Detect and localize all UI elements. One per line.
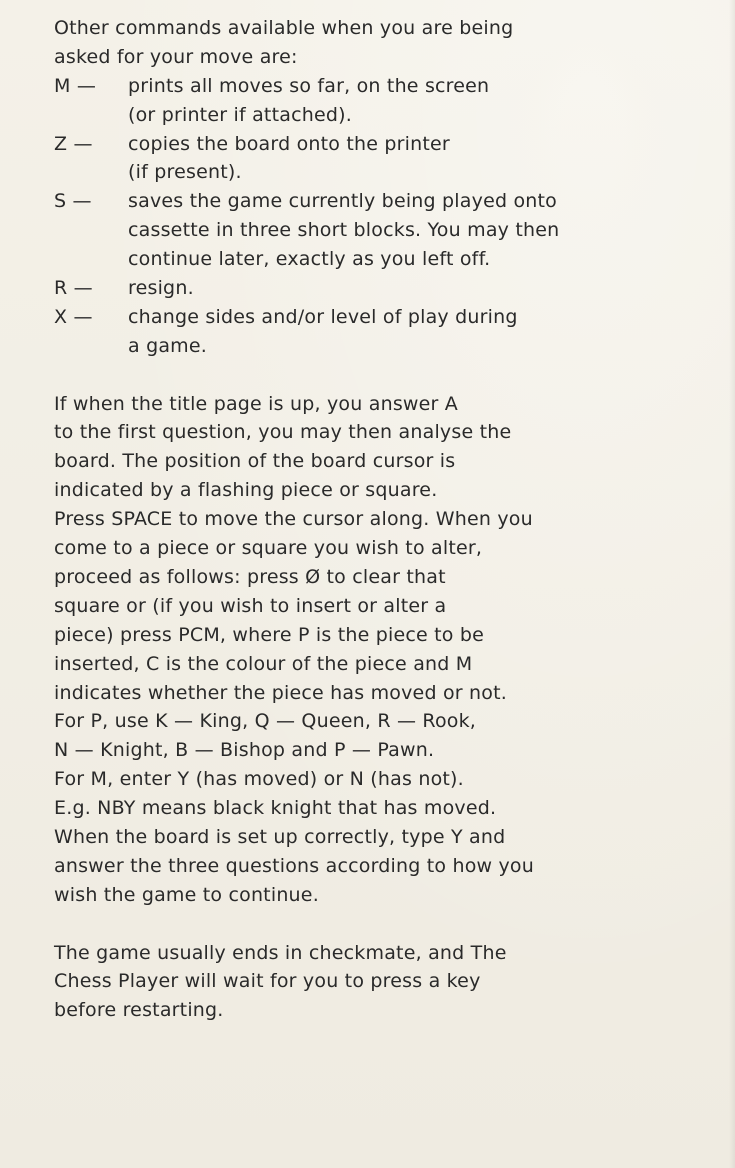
intro-line: Other commands available when you are being [54,17,514,39]
command-key: M — [54,74,97,97]
command-description-line: prints all moves so far, on the screen [128,74,490,97]
command-description-line: (if present). [128,161,242,184]
analysis-line: Press SPACE to move the cursor along. When you [54,508,533,531]
ending-line: The game usually ends in checkmate, and The [54,941,507,964]
command-key: R — [54,277,93,300]
analysis-line: If when the title page is up, you answer A [54,392,458,415]
command-item-m [54,72,724,130]
analysis-line: N — Knight, B — Bishop and P — Pawn. [54,739,435,762]
command-description [128,130,724,188]
command-description [128,303,724,361]
command-description-line: change sides and/or level of play during [128,305,518,328]
page-text [54,14,724,1025]
command-description-line: cassette in three short blocks. You may then [128,219,560,242]
analysis-line: square or (if you wish to insert or alter a [54,594,447,617]
analysis-line: E.g. NBY means black knight that has moved. [54,797,497,820]
command-description [128,187,724,274]
command-description [128,274,724,303]
analysis-line: For M, enter Y (has moved) or N (has not). [54,768,464,791]
analysis-line: When the board is set up correctly, type Y and [54,825,506,848]
analysis-line: board. The position of the board cursor is [54,450,456,473]
command-description-line: copies the board onto the printer [128,132,450,155]
analysis-line: answer the three questions according to how you [54,854,535,877]
analysis-line: come to a piece or square you wish to alter, [54,537,483,560]
intro-paragraph [54,14,724,72]
command-item-s [54,187,724,274]
command-item-x [54,303,724,361]
analysis-line: to the first question, you may then analyse the [54,421,512,444]
analysis-line: wish the game to continue. [54,883,319,906]
paragraph-gap [54,361,724,390]
command-key: Z — [54,132,93,155]
ending-line: Chess Player will wait for you to press a key [54,970,481,993]
command-item-z [54,130,724,188]
command-description-line: resign. [128,277,194,300]
command-description-line: a game. [128,334,208,357]
analysis-line: inserted, C is the colour of the piece and M [54,652,473,675]
command-description [128,72,724,130]
analysis-paragraph [54,390,724,910]
command-key: S — [54,190,92,213]
command-item-r [54,274,724,303]
command-description-line: (or printer if attached). [128,103,352,126]
analysis-line: For P, use K — King, Q — Queen, R — Rook, [54,710,477,733]
paragraph-gap [54,910,724,939]
ending-paragraph [54,939,724,1026]
analysis-line: indicates whether the piece has moved or not. [54,681,507,704]
intro-line: asked for your move are: [54,45,298,68]
ending-line: before restarting. [54,999,224,1022]
command-description-line: continue later, exactly as you left off. [128,248,491,271]
command-description-line: saves the game currently being played onto [128,190,558,213]
command-list [54,72,724,361]
analysis-line: proceed as follows: press Ø to clear that [54,565,446,588]
analysis-line: indicated by a flashing piece or square. [54,479,438,502]
command-key: X — [54,305,93,328]
analysis-line: piece) press PCM, where P is the piece to be [54,623,484,646]
